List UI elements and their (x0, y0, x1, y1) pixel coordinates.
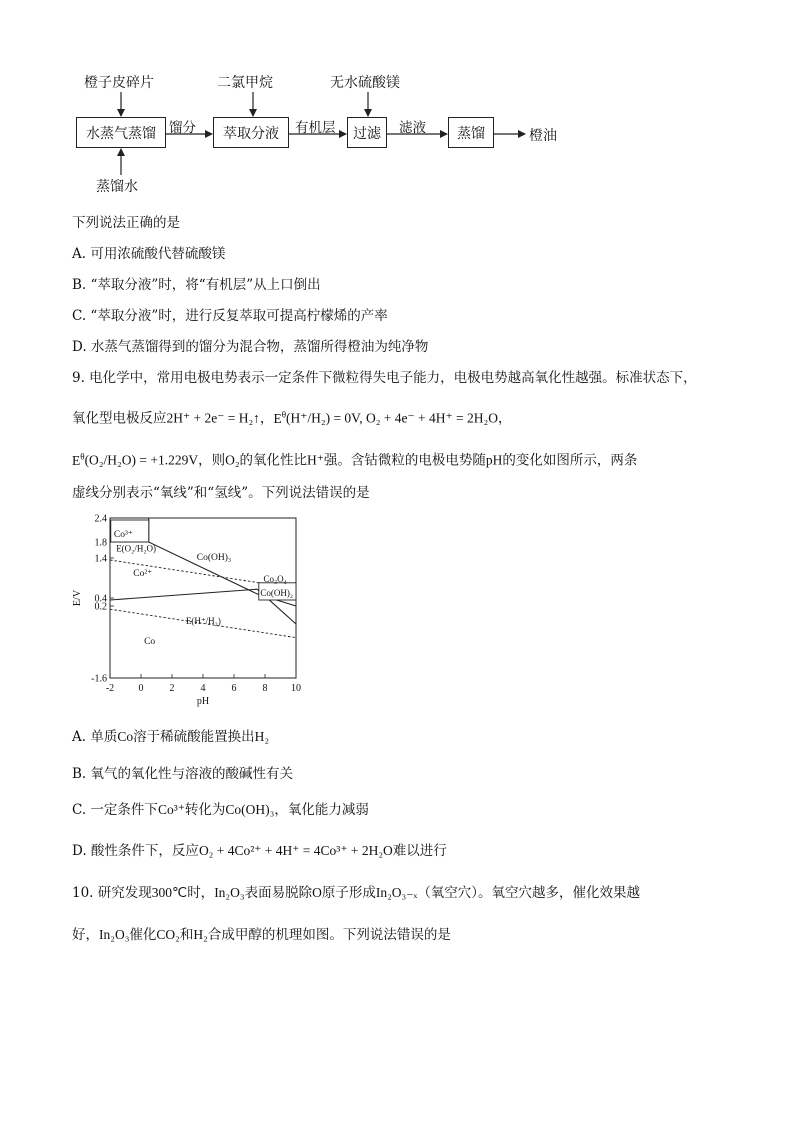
flow-input-mgso4: 无水硫酸镁 (330, 75, 400, 91)
q9-stem-line2: 氧化型电极反应2H⁺ + 2e⁻ = H₂↑，$E^\theta(H^+/H_2) = 0V$, O₂ + 4e⁻ + 4H⁺ = 2H₂O， (72, 409, 512, 427)
region-label-cooh3: Co(OH)₃ (196, 553, 232, 563)
region-label-cooh2: Co(OH)₂ (260, 588, 293, 598)
y-tick-label: -1.6 (91, 673, 107, 685)
x-tick-label: 2 (169, 683, 175, 694)
flow-input-dcm: 二氯甲烷 (217, 75, 273, 91)
x-tick-label: 6 (231, 683, 237, 694)
flow-input-water: 蒸馏水 (96, 179, 138, 195)
x-tick-label: 10 (291, 683, 301, 694)
series-label-o2-line: E(O₂/H₂O) (116, 543, 156, 554)
x-axis-label: pH (196, 696, 210, 707)
flow-box-filter: 过滤 (347, 117, 387, 148)
region-label-co: Co (144, 637, 156, 647)
q8-stem: 下列说法正确的是 (72, 215, 180, 231)
series-label-h2-line: E(H⁺/H₂) (185, 616, 221, 626)
x-tick-label: -2 (105, 683, 115, 694)
region-label-co2: Co²⁺ (133, 569, 153, 579)
q9-stem-line1: 9. 电化学中，常用电极电势表示一定条件下微粒得失电子能力，电极电势越高氧化性越强。标准状态下， (72, 370, 697, 386)
y-tick-label: 0.4 (94, 593, 107, 605)
flow-box-extract: 萃取分液 (213, 117, 289, 148)
flow-output-oil: 橙油 (529, 128, 557, 144)
y-axis-label: E/V (72, 589, 83, 607)
q9-option-b: B. 氧气的氧化性与溶液的酸碱性有关 (72, 766, 294, 782)
flow-input-peel: 橙子皮碎片 (84, 75, 154, 91)
y-tick-label: 1.8 (94, 537, 107, 549)
q8-option-d: D. 水蒸气蒸馏得到的馏分为混合物，蒸馏所得橙油为纯净物 (72, 339, 429, 355)
y-tick-label: 1.4 (94, 553, 107, 565)
q8-option-c: C. “萃取分液”时，进行反复萃取可提高柠檬烯的产率 (72, 308, 388, 324)
pourbaix-chart (70, 508, 310, 713)
flow-arrows (0, 0, 794, 200)
q10-stem-line2: 好，In₂O₃催化CO₂和H₂合成甲醇的机理如图。下列说法错误的是 (72, 927, 451, 943)
region-label-co3o4: Co₃O₄ (263, 574, 287, 584)
x-tick-label: 4 (200, 683, 206, 694)
q9-stem-line3: $E^\theta(O_2/H_2O) = +1.229V$，则O₂的氧化性比H⁺强。含钴微粒的电极电势随pH的变化如图所示，两条 (72, 451, 638, 469)
y-tick-label: 2.4 (94, 513, 107, 525)
flow-box-steam-distill: 水蒸气蒸馏 (76, 117, 166, 148)
flow-edge-fraction: 馏分 (169, 120, 196, 136)
q9-option-c: C. 一定条件下Co³⁺转化为Co(OH)₃，氧化能力减弱 (72, 802, 369, 818)
q9-option-d: D. 酸性条件下，反应O₂ + 4Co²⁺ + 4H⁺ = 4Co³⁺ + 2H₂O难以进行 (72, 843, 447, 859)
flow-box-distill: 蒸馏 (448, 117, 494, 148)
q9-option-a: A. 单质Co溶于稀硫酸能置换出H₂ (72, 729, 270, 745)
x-tick-label: 8 (262, 683, 268, 694)
flow-edge-organic: 有机层 (295, 120, 336, 136)
flow-edge-filtrate: 滤液 (399, 120, 426, 136)
x-tick-label: 0 (138, 683, 144, 694)
boundary-line-3 (110, 589, 257, 600)
q10-stem-line1: 10. 研究发现300℃时，In₂O₃表面易脱除O原子形成In₂O₃₋ₓ（氧空穴）。氧空穴越多，催化效果越 (72, 885, 641, 901)
q8-option-b: B. “萃取分液”时，将“有机层”从上口倒出 (72, 277, 321, 293)
y-tick-label: 0.2 (94, 601, 107, 613)
region-label-co3: Co³⁺ (113, 529, 133, 540)
q8-option-a: A. 可用浓硫酸代替硫酸镁 (72, 246, 226, 262)
q9-stem-line4: 虚线分别表示“氧线”和“氢线”。下列说法错误的是 (72, 485, 370, 501)
